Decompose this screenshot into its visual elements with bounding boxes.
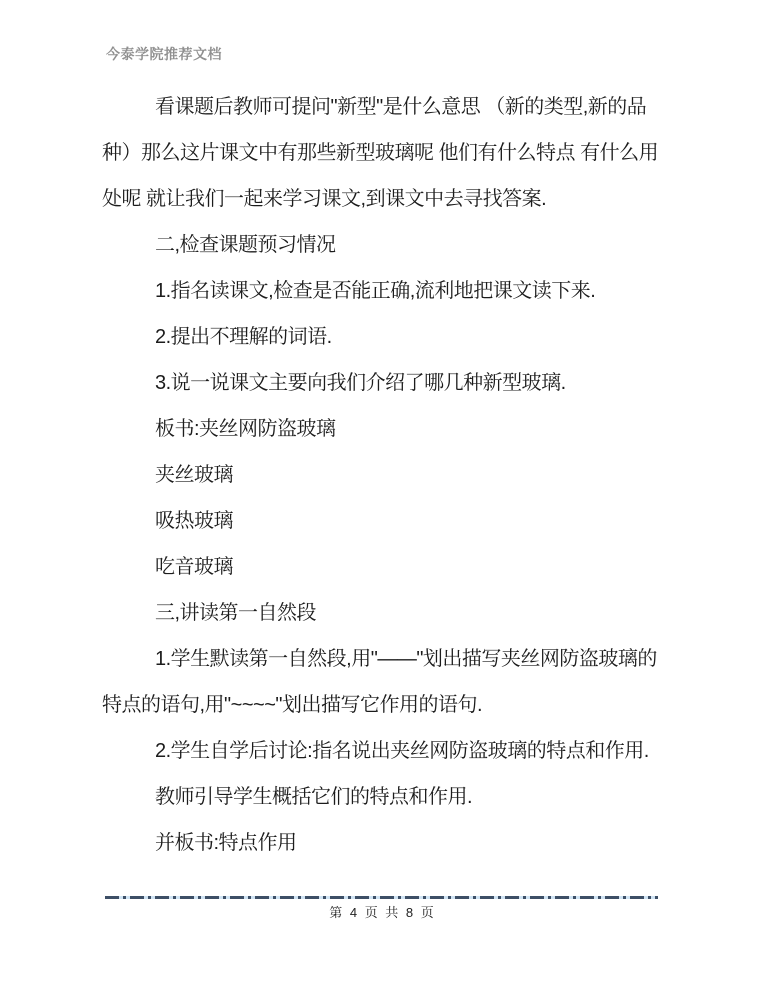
text-line: 吸热玻璃 xyxy=(155,510,233,532)
text-line: 特点的语句,用"~~~~"划出描写它作用的语句. xyxy=(102,694,483,716)
text-line: 三,讲读第一自然段 xyxy=(155,602,317,624)
text-line: 1.指名读课文,检查是否能正确,流利地把课文读下来. xyxy=(155,280,596,302)
text-line: 教师引导学生概括它们的特点和作用. xyxy=(155,786,473,808)
text-line: 并板书:特点作用 xyxy=(155,832,297,854)
text-line: 二,检查课题预习情况 xyxy=(155,234,336,256)
text-line: 1.学生默读第一自然段,用"——"划出描写夹丝网防盗玻璃的 xyxy=(155,648,657,670)
footer-dash-dot-divider xyxy=(105,896,658,899)
text-line: 种）那么这片课文中有那些新型玻璃呢 他们有什么特点 有什么用 xyxy=(102,142,659,164)
document-body xyxy=(102,84,662,866)
text-line: 吃音玻璃 xyxy=(155,556,233,578)
text-line: 看课题后教师可提问"新型"是什么意思 （新的类型,新的品 xyxy=(155,96,647,118)
text-line: 处呢 就让我们一起来学习课文,到课文中去寻找答案. xyxy=(102,188,547,210)
text-line: 2.提出不理解的词语. xyxy=(155,326,332,348)
text-line: 3.说一说课文主要向我们介绍了哪几种新型玻璃. xyxy=(155,372,566,394)
page-header: 今泰学院推荐文档 xyxy=(106,46,222,62)
text-line: 2.学生自学后讨论:指名说出夹丝网防盗玻璃的特点和作用. xyxy=(155,740,649,762)
text-line: 夹丝玻璃 xyxy=(155,464,233,486)
page-number: 第 4 页 共 8 页 xyxy=(329,905,436,920)
text-line: 板书:夹丝网防盗玻璃 xyxy=(155,418,336,440)
